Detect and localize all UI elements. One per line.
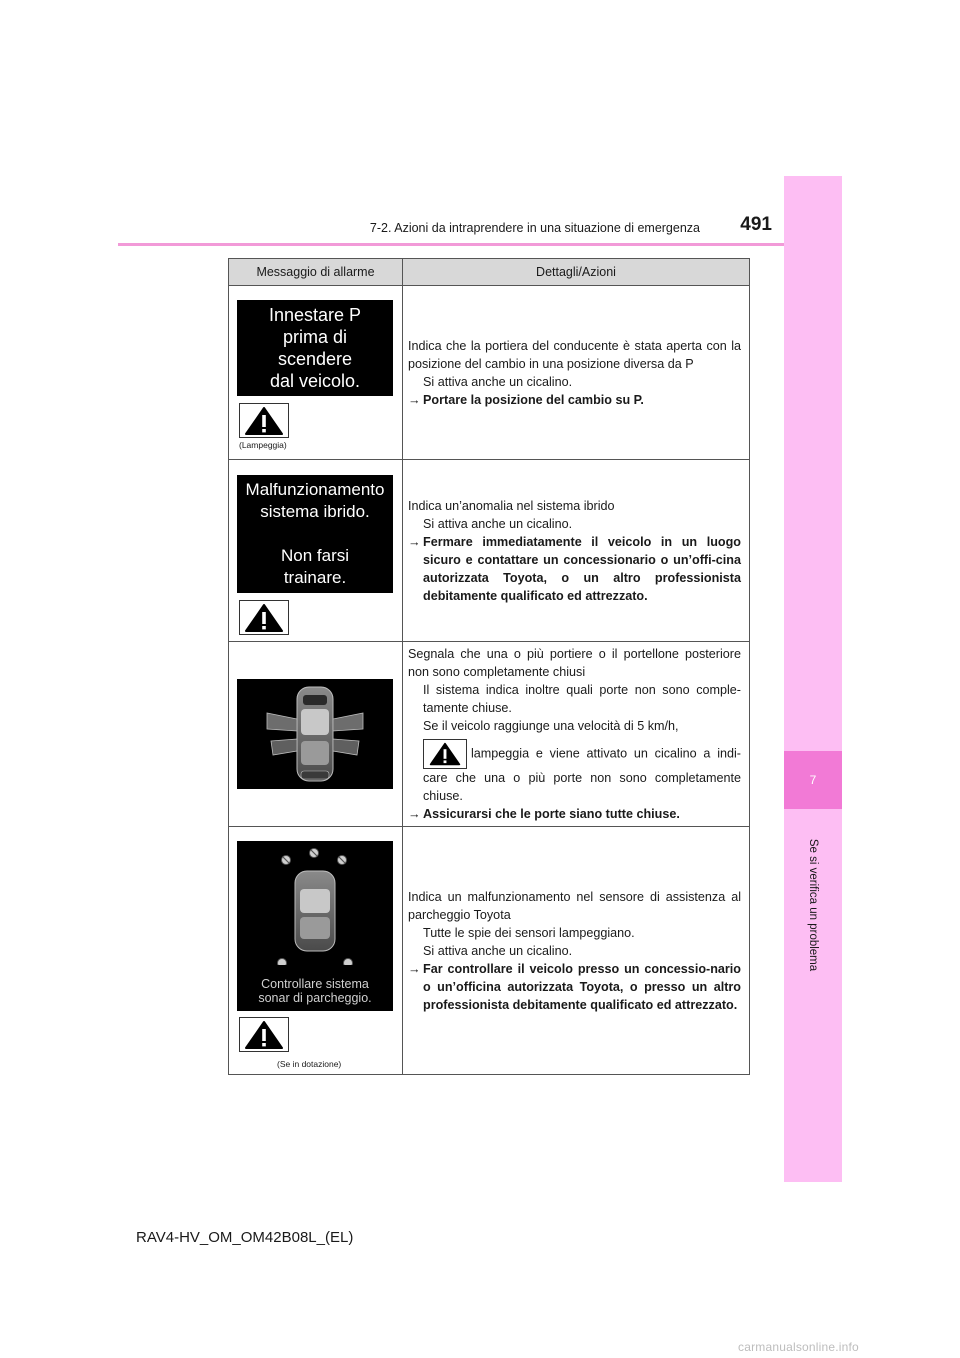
- display-screen-shift-p: [237, 300, 393, 396]
- action: Far controllare il veicolo presso un concessio-nario o un’officina autorizzata Toyota, o presso un altro professionista debitamente qualificato ed attrezzato.: [423, 961, 741, 1012]
- message-cell: [229, 460, 403, 642]
- document-code: RAV4-HV_OM_OM42B08L_(EL): [136, 1229, 354, 1246]
- speed-note-continued: [408, 739, 741, 805]
- table-row: [229, 827, 750, 1075]
- message-cell: [229, 827, 403, 1075]
- display-screen-doors-open: [237, 679, 393, 789]
- warning-messages-table: [228, 258, 750, 1075]
- description: Indica un’anomalia nel sistema ibrido: [408, 498, 615, 513]
- screen-line: prima di: [282, 327, 348, 347]
- screen-line: trainare.: [283, 568, 347, 587]
- warning-caption: (Se in dotazione): [277, 1059, 342, 1069]
- note: Si attiva anche un cicalino.: [423, 943, 573, 958]
- warning-triangle-icon: [239, 600, 289, 635]
- screen-caption: Controllare sistema: [261, 977, 369, 991]
- header-divider: [118, 243, 842, 246]
- screen-line: scendere: [277, 349, 353, 369]
- details-cell: [403, 827, 750, 1075]
- screen-line: dal veicolo.: [269, 371, 361, 391]
- warning-triangle-icon: [423, 739, 467, 769]
- header-message: Messaggio di allarme: [229, 259, 403, 286]
- note: Si attiva anche un cicalino.: [423, 516, 573, 531]
- chapter-number-badge: 7: [784, 751, 842, 809]
- action: Assicurarsi che le porte siano tutte chiuse.: [423, 807, 680, 821]
- note: Si attiva anche un cicalino.: [423, 374, 573, 389]
- action: Fermare immediatamente il veicolo in un luogo sicuro e contattare un concessionario o un’offi-cina autorizzata Toyota, o un altro professionista debitamente qualificato ed attrezzato.: [423, 534, 741, 603]
- message-cell: [229, 642, 403, 827]
- note: Il sistema indica inoltre quali porte non sono comple-tamente chiuse.: [423, 683, 741, 715]
- action: Portare la posizione del cambio su P.: [423, 392, 644, 407]
- action-line: [408, 960, 741, 1014]
- section-title: 7-2. Azioni da intraprendere in una situazione di emergenza: [369, 221, 700, 235]
- header-details: Dettagli/Azioni: [403, 259, 750, 286]
- action-line: [408, 533, 741, 605]
- speed-note: Se il veicolo raggiunge una velocità di 5 km/h,: [423, 719, 679, 733]
- action-line: [408, 391, 741, 409]
- table-row: [229, 460, 750, 642]
- speed-note-text: lampeggia e viene attivato un cicalino a indi-care che una o più porte non sono completamente chiuse.: [423, 746, 741, 803]
- screen-line: Innestare P: [268, 305, 362, 325]
- table-header-row: [229, 259, 750, 286]
- details-cell: [403, 642, 750, 827]
- page-number: 491: [740, 214, 772, 235]
- warning-triangle-icon: [239, 1017, 289, 1052]
- screen-line: sistema ibrido.: [260, 502, 370, 521]
- chapter-label: Se si verifica un problema: [807, 838, 819, 972]
- display-screen-hybrid-malfunction: [237, 475, 393, 593]
- screen-line: Malfunzionamento: [245, 480, 385, 499]
- screen-line: Non farsi: [280, 546, 350, 565]
- parking-sonar-car-icon: [237, 845, 393, 965]
- details-cell: [403, 460, 750, 642]
- table-row: [229, 286, 750, 460]
- description: Segnala che una o più portiere o il portellone posteriore non sono completamente chiusi: [408, 647, 741, 679]
- note: Tutte le spie dei sensori lampeggiano.: [423, 925, 635, 940]
- description: Indica che la portiera del conducente è stata aperta con la posizione del cambio in una posizione diversa da P: [408, 338, 741, 371]
- chapter-side-tab: [784, 176, 842, 1182]
- watermark: carmanualsonline.info: [738, 1340, 859, 1354]
- screen-caption: sonar di parcheggio.: [258, 991, 372, 1005]
- action-line: [408, 805, 741, 823]
- warning-triangle-icon: [239, 403, 289, 438]
- arrow-icon: →: [408, 392, 421, 407]
- arrow-icon: →: [408, 807, 421, 821]
- arrow-icon: →: [408, 961, 421, 976]
- display-screen-parking-sonar: [237, 841, 393, 1011]
- warning-caption: (Lampeggia): [239, 440, 287, 450]
- car-doors-open-icon: [237, 679, 393, 789]
- message-cell: [229, 286, 403, 460]
- table-row: [229, 642, 750, 827]
- details-cell: [403, 286, 750, 460]
- description: Indica un malfunzionamento nel sensore di assistenza al parcheggio Toyota: [408, 889, 741, 922]
- arrow-icon: →: [408, 534, 421, 549]
